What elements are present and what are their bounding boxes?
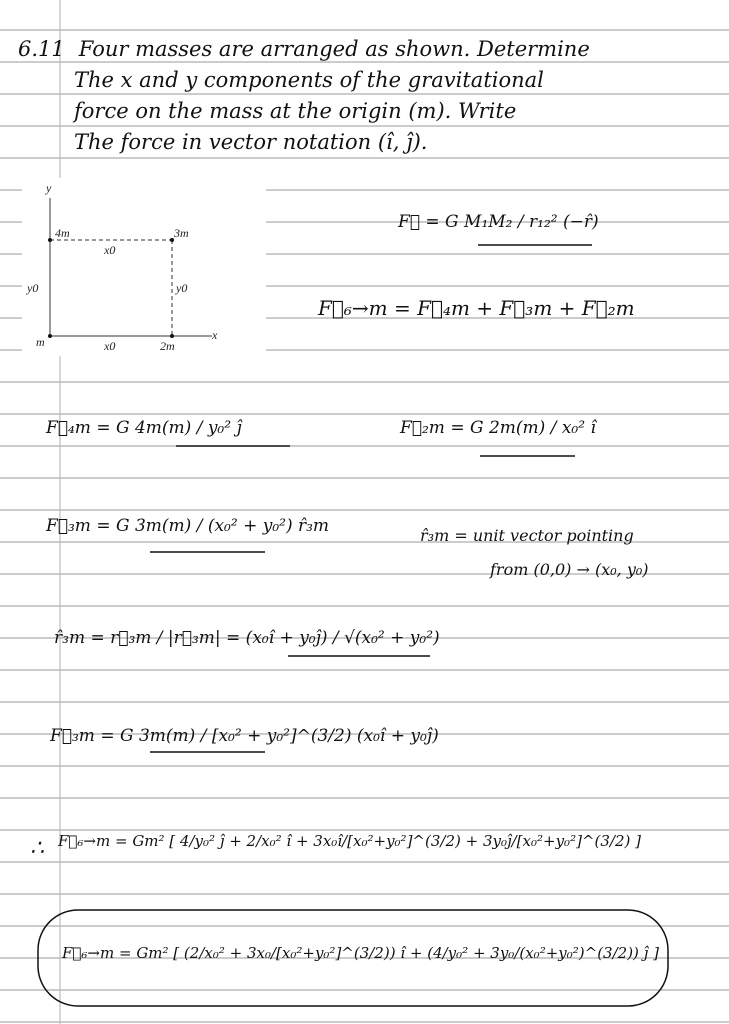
problem-line-4: The force in vector notation (î, ĵ). [74, 130, 428, 154]
axis-x-label: x [212, 328, 218, 342]
problem-line-1: Four masses are arranged as shown. Determine [78, 37, 590, 61]
y0-label-left: y0 [27, 281, 39, 295]
problem-line-3: force on the mass at the origin (m). Write [74, 99, 517, 123]
mass-label-4m: 4m [55, 226, 70, 240]
equation-f-total: F⃗₆→m = Gm² [ 4/y₀² ĵ + 2/x₀² î + 3x₀î/[x₀²+y₀²]^(3/2) + 3y₀ĵ/[x₀²+y₀²]^(3/2) ] [58, 832, 641, 850]
axis-y-label: y [46, 181, 52, 195]
problem-statement [18, 34, 698, 158]
equation-r3m-def: r̂₃m = unit vector pointing [420, 526, 634, 545]
mass-label-3m: 3m [174, 226, 189, 240]
equation-general-force: F⃗ = G M₁M₂ / r₁₂² (−r̂) [398, 212, 599, 232]
equation-sum-force: F⃗₆→m = F⃗₄m + F⃗₃m + F⃗₂m [318, 296, 635, 320]
mass-label-m: m [36, 335, 45, 349]
equation-r3m-def-2: from (0,0) → (x₀, y₀) [490, 560, 649, 579]
therefore-symbol: ∴ [30, 836, 44, 861]
equation-r3m-hat: r̂₃m = r⃗₃m / |r⃗₃m| = (x₀î + y₀ĵ) / √(x₀² + y₀²) [54, 628, 440, 648]
problem-line-2: The x and y components of the gravitational [74, 68, 544, 92]
equation-f3m-full: F⃗₃m = G 3m(m) / [x₀² + y₀²]^(3/2) (x₀î + y₀ĵ) [50, 726, 439, 746]
equation-f-final: F⃗₆→m = Gm² [ (2/x₀² + 3x₀/[x₀²+y₀²]^(3/2)) î + (4/y₀² + 3y₀/(x₀²+y₀²)^(3/2)) ĵ ] [62, 944, 659, 962]
x0-label-top: x0 [104, 243, 116, 257]
problem-number: 6.11 [18, 37, 65, 61]
equation-f2m: F⃗₂m = G 2m(m) / x₀² î [400, 418, 596, 438]
y0-label-right: y0 [176, 281, 188, 295]
mass-label-2m: 2m [160, 339, 175, 353]
x0-label-bottom: x0 [104, 339, 116, 353]
equation-f4m: F⃗₄m = G 4m(m) / y₀² ĵ [46, 418, 242, 438]
equation-f3m: F⃗₃m = G 3m(m) / (x₀² + y₀²) r̂₃m [46, 516, 330, 536]
